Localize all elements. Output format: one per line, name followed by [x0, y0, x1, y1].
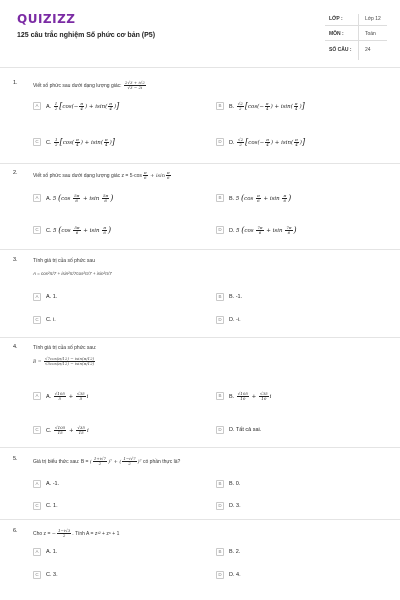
question-divider	[0, 163, 400, 164]
option-b-checkbox[interactable]: B	[216, 293, 224, 301]
question-number: 5.	[13, 456, 18, 462]
question-text: Tính giá trị của số phức sau	[33, 258, 95, 264]
option-a-checkbox[interactable]: A	[33, 102, 41, 110]
option-b-checkbox[interactable]: B	[216, 102, 224, 110]
question-text: Giá trị biểu thức sau: B = ( $\frac{1+i√7}{2}$ )⁷ + ( $\frac{1-i√7}{2}$ )⁷ có phần thực là?	[33, 456, 181, 466]
option-a-checkbox[interactable]: A	[33, 480, 41, 488]
question-divider	[0, 519, 400, 520]
option-c-checkbox[interactable]: C	[33, 426, 41, 434]
option-c-checkbox[interactable]: C	[33, 502, 41, 510]
question-text: Viết số phức sau dưới dạng lượng giác: $\frac{2√3 + i√2}{√3 - 2i}$	[33, 80, 145, 90]
option-c-checkbox[interactable]: C	[33, 138, 41, 146]
question-divider	[0, 337, 400, 338]
subject-value: Toán	[365, 31, 376, 37]
option-d-checkbox[interactable]: D	[216, 138, 224, 146]
option-a-checkbox[interactable]: A	[33, 194, 41, 202]
option-b-checkbox[interactable]: B	[216, 194, 224, 202]
option-c-checkbox[interactable]: C	[33, 316, 41, 324]
option-a-checkbox[interactable]: A	[33, 392, 41, 400]
option-d-checkbox[interactable]: D	[216, 226, 224, 234]
question-expression: A = cos²π/7 + isin²π/7cos²π/7 + isin²π/7	[33, 271, 112, 276]
question-text: Viết số phức sau dưới dạng lượng giác z = 5·cos $\frac{\pi}{6}$ + isin $\frac{\pi}{6}$	[33, 170, 170, 180]
class-value: Lớp 12	[365, 16, 381, 22]
question-divider	[0, 249, 400, 250]
question-text: Cho z = − $\frac{1-i√3}{2}$ . Tính A = z¹² + z⁶ + 1	[33, 528, 120, 538]
option-c-checkbox[interactable]: C	[33, 571, 41, 579]
option-d-checkbox[interactable]: D	[216, 426, 224, 434]
question-divider	[0, 447, 400, 448]
worksheet-title: 125 câu trắc nghiệm Số phức cơ bản (P5)	[17, 32, 156, 39]
option-a-checkbox[interactable]: A	[33, 548, 41, 556]
option-a-checkbox[interactable]: A	[33, 293, 41, 301]
quizizz-logo: QUIZIZZ	[17, 12, 76, 26]
subject-label: MÔN :	[329, 31, 344, 37]
option-d-checkbox[interactable]: D	[216, 571, 224, 579]
worksheet-header	[0, 0, 400, 62]
option-d-checkbox[interactable]: D	[216, 502, 224, 510]
question-text: Tính giá trị của số phức sau:	[33, 345, 97, 351]
option-b-checkbox[interactable]: B	[216, 392, 224, 400]
question-count-value: 24	[365, 47, 371, 53]
question-expression: B = $\frac{√7\cos(\pi/12) - isin(\pi/12)}{√5\cos(\pi/12) - isin(\pi/12)}$	[33, 356, 95, 366]
question-number: 3.	[13, 257, 18, 263]
question-number: 6.	[13, 528, 18, 534]
option-d-checkbox[interactable]: D	[216, 316, 224, 324]
option-b-checkbox[interactable]: B	[216, 480, 224, 488]
option-c-checkbox[interactable]: C	[33, 226, 41, 234]
header-divider	[0, 67, 400, 68]
question-number: 4.	[13, 344, 18, 350]
question-count-label: SỐ CÂU :	[329, 47, 352, 53]
class-label: LỚP :	[329, 16, 343, 22]
question-number: 1.	[13, 80, 18, 86]
question-number: 2.	[13, 170, 18, 176]
option-b-checkbox[interactable]: B	[216, 548, 224, 556]
